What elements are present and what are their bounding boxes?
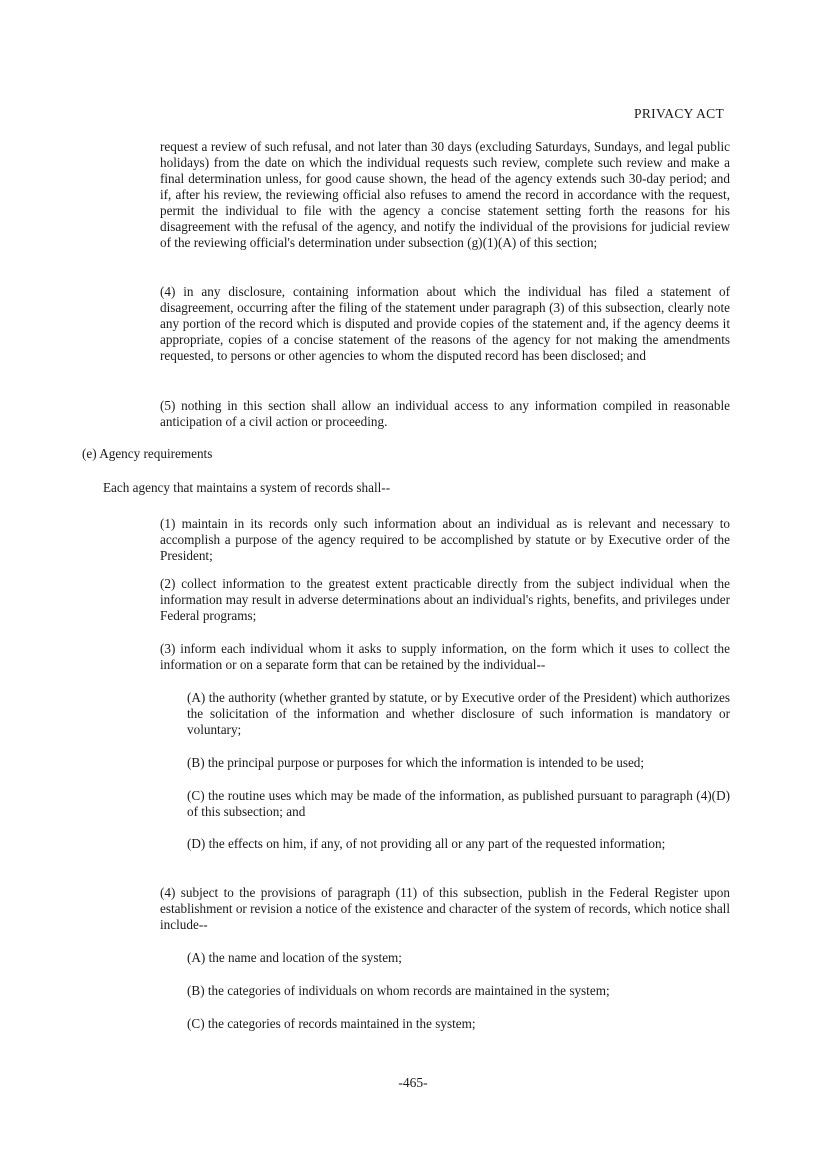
section-intro: Each agency that maintains a system of records shall-- xyxy=(103,480,391,495)
paragraph-e-4-C: (C) the categories of records maintained in the system; xyxy=(187,1016,476,1031)
paragraph-e-3-D: (D) the effects on him, if any, of not providing all or any part of the requested information; xyxy=(187,836,666,851)
paragraph-e-4: (4) subject to the provisions of paragraph (11) of this subsection, publish in the Federal Register upon establishment or revision a notice of the existence and character of the system of records, which notice shall include-- xyxy=(160,885,730,932)
paragraph-e-2: (2) collect information to the greatest extent practicable directly from the subject individual when the information may result in adverse determinations about an individual's rights, benefits, and privileges under Federal programs; xyxy=(160,576,730,623)
paragraph-e-4-B: (B) the categories of individuals on whom records are maintained in the system; xyxy=(187,983,610,998)
paragraph-e-3: (3) inform each individual whom it asks to supply information, on the form which it uses to collect the information or on a separate form that can be retained by the individual-- xyxy=(160,641,730,672)
paragraph-d-5: (5) nothing in this section shall allow an individual access to any information compiled in reasonable anticipation of a civil action or proceeding. xyxy=(160,398,730,429)
running-header: PRIVACY ACT xyxy=(634,106,724,121)
paragraph-e-3-A: (A) the authority (whether granted by statute, or by Executive order of the President) which authorizes the solicitation of the information and whether disclosure of such information is mandatory or voluntary; xyxy=(187,690,730,737)
paragraph-e-1: (1) maintain in its records only such information about an individual as is relevant and necessary to accomplish a purpose of the agency required to be accomplished by statute or by Executive order of the President; xyxy=(160,516,730,563)
section-heading-agency-requirements: (e) Agency requirements xyxy=(82,446,213,461)
paragraph-e-3-C: (C) the routine uses which may be made of the information, as published pursuant to paragraph (4)(D) of this subsection; and xyxy=(187,788,730,819)
paragraph-e-3-B: (B) the principal purpose or purposes for which the information is intended to be used; xyxy=(187,755,645,770)
page-number: -465- xyxy=(398,1075,428,1090)
paragraph-e-4-A: (A) the name and location of the system; xyxy=(187,950,402,965)
paragraph-refusal-review: request a review of such refusal, and not later than 30 days (excluding Saturdays, Sundays, and legal public holidays) from the date on which the individual requests such review, complete such review and make a final determination unless, for good cause shown, the head of the agency extends such 30-day period; and if, after his review, the reviewing official also refuses to amend the record in accordance with the request, permit the individual to file with the agency a concise statement setting forth the reasons for his disagreement with the refusal of the agency, and notify the individual of the provisions for judicial review of the reviewing official's determination under subsection (g)(1)(A) of this section; xyxy=(160,139,730,250)
paragraph-d-4: (4) in any disclosure, containing information about which the individual has filed a statement of disagreement, occurring after the filing of the statement under paragraph (3) of this subsection, clearly note any portion of the record which is disputed and provide copies of the statement and, if the agency deems it appropriate, copies of a concise statement of the reasons of the agency for not making the amendments requested, to persons or other agencies to whom the disputed record has been disclosed; and xyxy=(160,284,730,363)
